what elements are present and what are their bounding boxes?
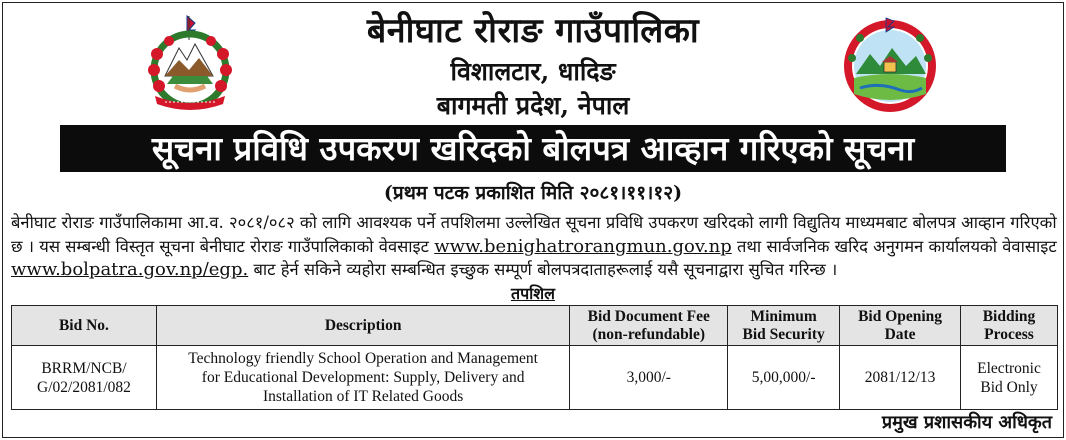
notice-body-line-1: बेनीघाट रोराङ गाउँपालिकामा आ.व. २०८१/०८२ को लागि आवश्यक पर्ने तपशिलमा उल्लेखित सूचना प्रविधि उपकरण खरिदको लागी विद्युतिय माध्यमबाट बोलपत्र आव्हान गरिएको xyxy=(11,213,1057,232)
letterhead xyxy=(0,0,1066,122)
header-security-line-1: Minimum xyxy=(750,307,817,325)
bid-no-line-2: G/02/2081/082 xyxy=(37,378,131,396)
notice-body-text: तथा सार्वजनिक खरिद अनुगमन कार्यालयको वेवासाइट xyxy=(736,236,1057,256)
table-row xyxy=(12,346,1058,410)
table-header-row xyxy=(12,306,1058,346)
bid-table xyxy=(11,305,1058,410)
notice-body-line-3 xyxy=(11,258,1059,282)
cell-bidding-process xyxy=(961,346,1058,410)
header-opening-line-1: Bid Opening xyxy=(858,307,943,325)
header-opening-line-2: Date xyxy=(884,325,916,343)
notice-body-text: छ । यस सम्बन्धी विस्तृत सूचना बेनीघाट रोराङ गाउँपालिकाको वेवसाइट xyxy=(11,236,429,256)
process-line-1: Electronic xyxy=(977,359,1041,377)
table-caption: तपशिल xyxy=(510,284,556,303)
description-line-3: Installation of IT Related Goods xyxy=(262,388,464,405)
province-name: बागमती प्रदेश, नेपाल xyxy=(436,91,630,120)
municipality-website-link[interactable]: www.benighatrorangmun.gov.np xyxy=(434,235,732,257)
description-line-1: Technology friendly School Operation and Management xyxy=(188,350,538,367)
header-fee-line-2: (non-refundable) xyxy=(592,325,706,343)
cell-minimum-bid-security: 5,00,000/- xyxy=(728,346,840,410)
notice-body-text: बाट हेर्न सकिने व्यहोरा सम्बन्धित इच्छुक सम्पूर्ण बोलपत्रदाताहरूलाई यसै सूचनाद्वारा सुचित गरिन्छ । xyxy=(253,260,838,279)
notice-body-line-2 xyxy=(11,235,1059,259)
header-description: Description xyxy=(156,306,569,346)
cell-bid-opening-date: 2081/12/13 xyxy=(840,346,961,410)
published-date: (प्रथम पटक प्रकाशित मिति २०८१।११।१२) xyxy=(383,182,683,204)
municipality-location: विशालटार, धादिङ xyxy=(450,57,616,86)
bid-no-line-1: BRRM/NCB/ xyxy=(41,359,127,377)
header-bid-no: Bid No. xyxy=(12,306,157,346)
notice-title-banner: सूचना प्रविधि उपकरण खरिदको बोलपत्र आव्हान गरिएको सूचना xyxy=(60,125,1006,172)
cell-bid-no xyxy=(12,346,157,410)
header-bidding-process xyxy=(961,306,1058,346)
cell-bid-document-fee: 3,000/- xyxy=(570,346,728,410)
header-minimum-bid-security xyxy=(728,306,840,346)
bolpatra-website-link[interactable]: www.bolpatra.gov.np/egp. xyxy=(11,259,249,280)
signatory-title: प्रमुख प्रशासकीय अधिकृत xyxy=(881,412,1052,433)
header-process-line-2: Process xyxy=(984,325,1034,343)
description-line-2: for Educational Development: Supply, Delivery and xyxy=(201,369,525,386)
header-security-line-2: Bid Security xyxy=(742,325,825,343)
header-bid-opening-date xyxy=(840,306,961,346)
header-bid-document-fee xyxy=(570,306,728,346)
municipality-name: बेनीघाट रोराङ गाउँपालिका xyxy=(366,11,700,51)
header-process-line-1: Bidding xyxy=(982,307,1036,325)
header-fee-line-1: Bid Document Fee xyxy=(587,307,710,325)
notice-body xyxy=(11,211,1059,282)
municipality-seal-icon xyxy=(840,14,940,114)
cell-description xyxy=(156,346,569,410)
process-line-2: Bid Only xyxy=(980,378,1038,396)
